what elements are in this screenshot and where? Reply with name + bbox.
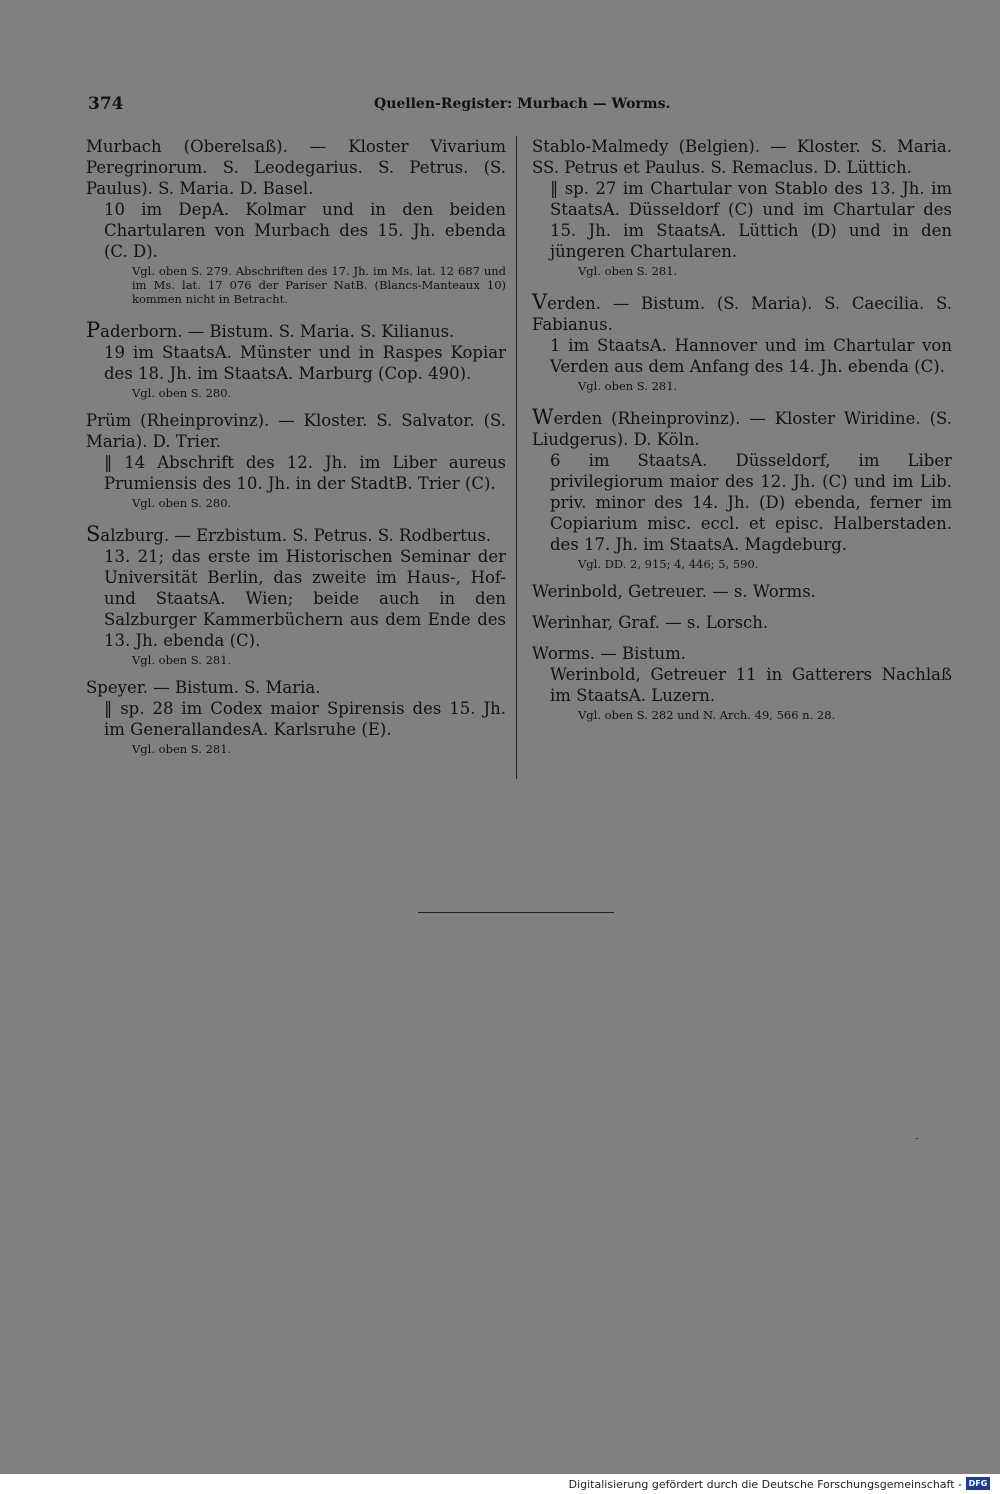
entry-heading: Murbach (Oberelsaß). — Kloster Vivarium Peregrinorum. S. Leodegarius. S. Petrus. (S. Paulus). S. Maria. D. Basel. [86, 137, 506, 198]
register-entry [532, 612, 952, 633]
entry-body: 19 im StaatsA. Münster und in Raspes Kopiar des 18. Jh. im StaatsA. Marburg (Cop. 490). [104, 343, 506, 383]
page-header [88, 94, 953, 118]
entry-heading: Werinhar, Graf. — s. Lorsch. [532, 613, 769, 632]
register-entry [532, 292, 952, 393]
register-entry [86, 136, 506, 306]
entry-heading: Speyer. — Bistum. S. Maria. [86, 678, 321, 697]
entry-heading: Salzburg. — Erzbistum. S. Petrus. S. Rodbertus. [86, 522, 492, 546]
page-number: 374 [88, 94, 124, 114]
entry-note: Vgl. DD. 2, 915; 4, 446; 5, 590. [578, 557, 759, 571]
dfg-logo: DFG [966, 1477, 990, 1490]
register-entry [532, 581, 952, 602]
entry-heading: Werden (Rheinprovinz). — Kloster Wiridine. (S. Liudgerus). D. Köln. [532, 405, 952, 449]
entry-note: Vgl. oben S. 281. [132, 653, 232, 667]
register-entry [532, 407, 952, 571]
register-entry [86, 677, 506, 756]
entry-note: Vgl. oben S. 281. [578, 379, 678, 393]
entry-note: Vgl. oben S. 279. Abschriften des 17. Jh. im Ms. lat. 12 687 und im Ms. lat. 17 076 der Pariser NatB. (Blancs-Manteaux 10) kommen nicht in Betracht. [132, 264, 506, 306]
left-column [86, 136, 506, 766]
entry-heading: Paderborn. — Bistum. S. Maria. S. Kilianus. [86, 318, 455, 342]
entry-body: 1 im StaatsA. Hannover und im Chartular von Verden aus dem Anfang des 14. Jh. ebenda (C). [550, 336, 952, 376]
entry-heading: Verden. — Bistum. (S. Maria). S. Caecilia. S. Fabianus. [532, 290, 952, 334]
funding-notice: Digitalisierung gefördert durch die Deutsche Forschungsgemeinschaft - [568, 1478, 962, 1491]
entry-body: ‖ sp. 28 im Codex maior Spirensis des 15. Jh. im GenerallandesA. Karlsruhe (E). [104, 699, 506, 739]
entry-note: Vgl. oben S. 280. [132, 386, 232, 400]
entry-body: 6 im StaatsA. Düsseldorf, im Liber privilegiorum maior des 12. Jh. (C) und im Lib. priv. minor des 14. Jh. (D) ebenda, ferner im Copiarium misc. eccl. et episc. Halberstaden. des 17. Jh. im StaatsA. Magdeburg. [550, 451, 952, 554]
entry-heading: Worms. — Bistum. [532, 644, 687, 663]
entry-heading: Werinbold, Getreuer. — s. Worms. [532, 582, 816, 601]
entry-heading: Stablo-Malmedy (Belgien). — Kloster. S. Maria. SS. Petrus et Paulus. S. Remaclus. D. Lüttich. [532, 137, 952, 177]
register-entry [86, 524, 506, 667]
running-title: Quellen-Register: Murbach — Worms. [374, 96, 671, 112]
entry-note: Vgl. oben S. 281. [578, 264, 678, 278]
entry-body: Werinbold, Getreuer 11 in Gatterers Nachlaß im StaatsA. Luzern. [550, 665, 952, 705]
footer-bar [0, 1474, 1000, 1494]
entry-note: Vgl. oben S. 282 und N. Arch. 49, 566 n. 28. [578, 708, 836, 722]
register-entry [86, 410, 506, 510]
entry-note: Vgl. oben S. 281. [132, 742, 232, 756]
entry-body: ‖ sp. 27 im Chartular von Stablo des 13. Jh. im StaatsA. Düsseldorf (C) und im Chartular des 15. Jh. im StaatsA. Lüttich (D) und in den jüngeren Chartularen. [550, 179, 952, 261]
entry-body: 13. 21; das erste im Historischen Seminar der Universität Berlin, das zweite im Haus-, Hof- und StaatsA. Wien; beide auch in den Salzburger Kammerbüchern aus dem Ende des 13. Jh. ebenda (C). [104, 547, 506, 650]
register-entry [532, 643, 952, 722]
register-entry [86, 320, 506, 400]
entry-body: 10 im DepA. Kolmar und in den beiden Chartularen von Murbach des 15. Jh. ebenda (C. D). [104, 200, 506, 261]
entry-body: ‖ 14 Abschrift des 12. Jh. im Liber aureus Prumiensis des 10. Jh. in der StadtB. Trier (C). [104, 453, 506, 493]
scan-speck [916, 1138, 918, 1139]
column-divider [516, 136, 517, 779]
section-rule [418, 912, 614, 913]
entry-note: Vgl. oben S. 280. [132, 496, 232, 510]
right-column [532, 136, 952, 732]
register-entry [532, 136, 952, 278]
entry-heading: Prüm (Rheinprovinz). — Kloster. S. Salvator. (S. Maria). D. Trier. [86, 411, 506, 451]
